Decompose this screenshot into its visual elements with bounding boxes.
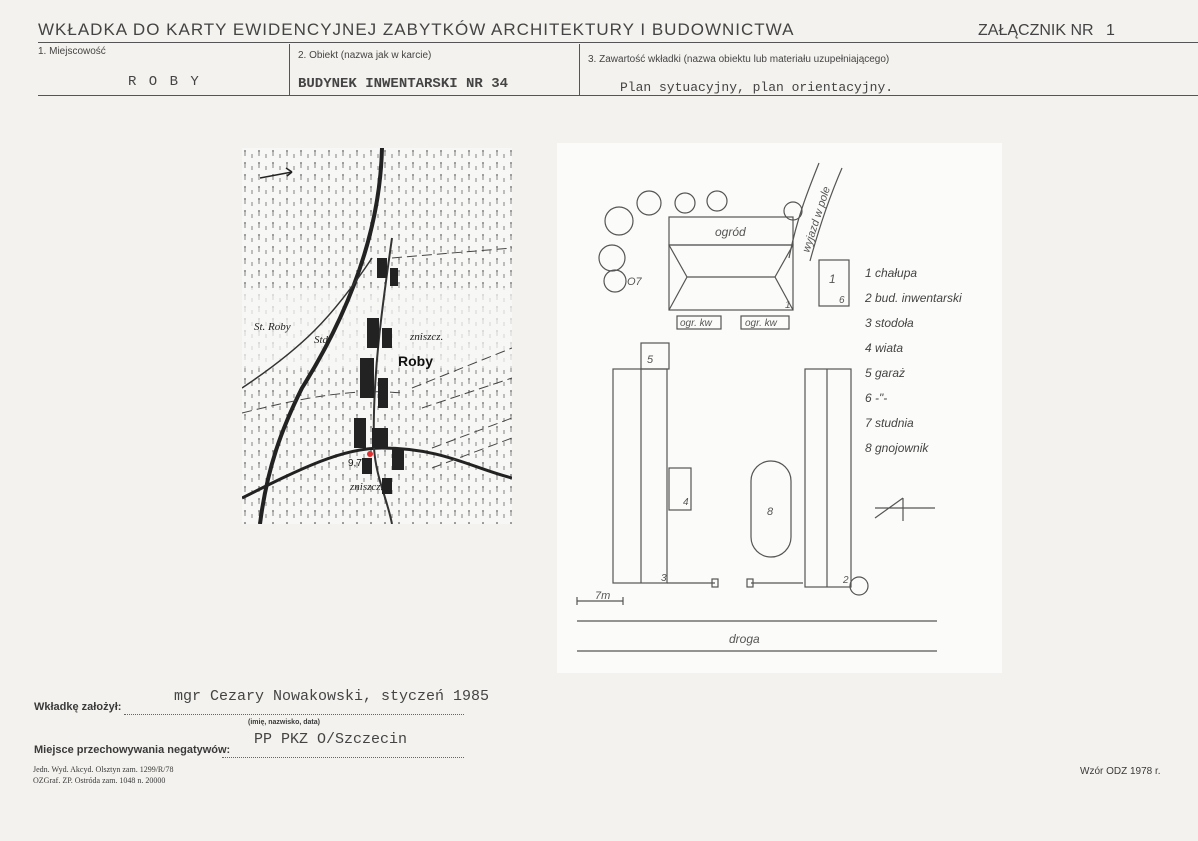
author-value: mgr Cezary Nowakowski, styczeń 1985 — [174, 688, 490, 705]
form-title: WKŁADKA DO KARTY EWIDENCYJNEJ ZABYTKÓW ARCHITEKTURY I BUDOWNICTWA — [38, 20, 795, 39]
map-label-roby: Roby — [398, 353, 433, 369]
plan-num-1b: 1 — [829, 272, 836, 286]
map-label-9-7: 9,7 — [348, 458, 362, 469]
plan-num-5: 5 — [647, 354, 654, 366]
field-row-rule — [38, 95, 1198, 96]
field-2-label: 2. Obiekt (nazwa jak w karcie) — [298, 50, 432, 61]
legend-item-1: 1 chałupa — [865, 266, 918, 280]
tree-icon — [707, 191, 727, 211]
tree-icon — [605, 207, 633, 235]
plan-num-8: 8 — [767, 506, 774, 518]
field-divider-1 — [289, 44, 290, 96]
plan-label-ogrod: ogród — [715, 225, 746, 239]
legend-item-4: 4 wiata — [865, 341, 904, 355]
field-divider-2 — [579, 44, 580, 96]
author-label: Wkładkę założył: — [34, 701, 122, 713]
map-label-st-roby: St. Roby — [254, 321, 291, 333]
legend-item-7: 7 studnia — [865, 416, 914, 430]
tree-icon — [599, 245, 625, 271]
field-3-value: Plan sytuacyjny, plan orientacyjny. — [620, 80, 894, 95]
field-1-value: R O B Y — [128, 74, 201, 90]
negatives-dotted-line — [222, 757, 464, 758]
negatives-label: Miejsce przechowywania negatywów: — [34, 744, 231, 756]
plan-label-wyjazd: wyjazd w pole — [800, 185, 834, 254]
legend-item-2: 2 bud. inwentarski — [865, 291, 962, 305]
tree-icon — [637, 191, 661, 215]
map-label-std: Std. — [314, 334, 331, 346]
form-code: Wzór ODZ 1978 r. — [1080, 766, 1161, 777]
annex-number: 1 — [1106, 22, 1115, 39]
annex-label: ZAŁĄCZNIK NR 1 — [978, 22, 1115, 39]
map-drawing — [242, 148, 512, 524]
legend-item-6: 6 -"- — [865, 391, 888, 405]
tree-icon — [675, 193, 695, 213]
print-line-1: Jedn. Wyd. Akcyd. Olsztyn zam. 1299/R/78 — [33, 765, 174, 774]
plan-label-scale: 7m — [595, 590, 611, 602]
print-line-2: OZGraf. ZP. Ostróda zam. 1048 n. 20000 — [33, 776, 166, 785]
plan-label-ogr-kw-2: ogr. kw — [745, 318, 777, 329]
field-2-value: BUDYNEK INWENTARSKI NR 34 — [298, 76, 509, 92]
site-plan — [557, 143, 1002, 673]
plan-label-droga: droga — [729, 632, 760, 646]
location-marker-icon — [367, 451, 373, 457]
legend-item-8: 8 gnojownik — [865, 441, 929, 455]
author-dotted-line — [124, 714, 464, 715]
plan-num-3: 3 — [661, 573, 667, 584]
author-hint: (imię, nazwisko, data) — [248, 719, 320, 726]
field-1-label: 1. Miejscowość — [38, 46, 106, 57]
plan-label-07: O7 — [627, 276, 642, 288]
plan-num-4: 4 — [683, 497, 689, 508]
plan-label-ogr-kw-1: ogr. kw — [680, 318, 712, 329]
header-rule — [38, 42, 1198, 43]
plan-num-1: 1 — [785, 300, 791, 311]
plan-num-2: 2 — [843, 575, 849, 586]
map-label-zniszcz-top: zniszcz. — [410, 331, 444, 343]
tree-icon — [604, 270, 626, 292]
legend-item-5: 5 garaż — [865, 366, 906, 380]
plan-drawing — [557, 143, 1002, 673]
negatives-value: PP PKZ O/Szczecin — [254, 731, 408, 748]
orientation-map — [242, 148, 512, 524]
tree-icon — [850, 577, 868, 595]
legend-item-3: 3 stodoła — [865, 316, 914, 330]
map-label-zniszcz-bottom: zniszcz. — [350, 481, 384, 493]
plan-num-6: 6 — [839, 295, 845, 306]
field-3-label: 3. Zawartość wkładki (nazwa obiektu lub materiału uzupełniającego) — [588, 54, 890, 65]
